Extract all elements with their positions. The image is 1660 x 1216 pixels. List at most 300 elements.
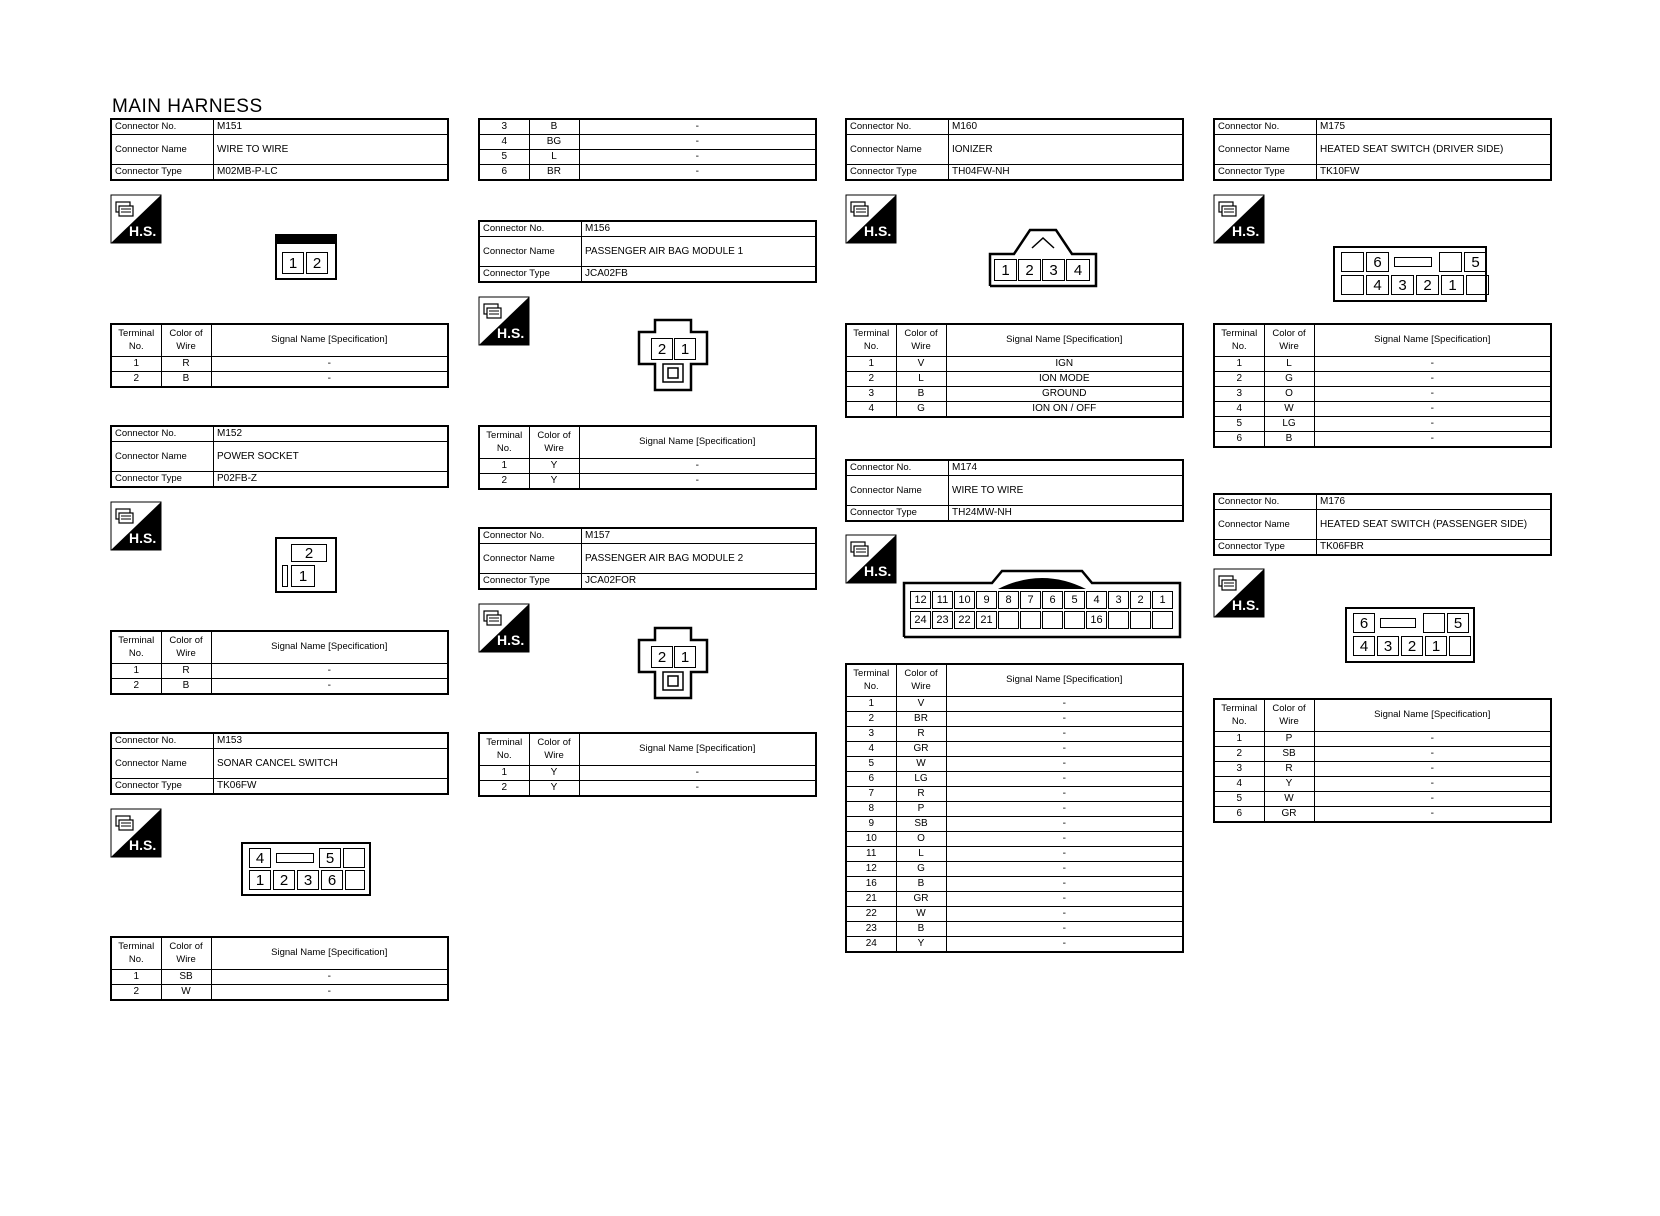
wire-color: Y [529,459,579,474]
signal-name: ION MODE [946,372,1183,387]
terminal-no: 1 [846,357,896,372]
hs-icon [845,534,897,584]
table-row [1214,807,1551,823]
pin-3: 3 [1042,259,1065,281]
connector-type-value: JCA02FOR [582,574,817,590]
hs-icon [110,808,162,858]
connector-name-value: PASSENGER AIR BAG MODULE 1 [582,237,817,267]
connector-info-table [478,527,817,590]
signal-name: - [1314,777,1551,792]
pin-1: 1 [994,259,1017,281]
connector-no-label: Connector No. [846,460,949,476]
connector-face-m152 [275,537,337,593]
wire-color: B [896,922,946,937]
terminal-table [478,732,817,797]
signal-name: GROUND [946,387,1183,402]
table-row [111,985,448,1001]
signal-name: - [579,781,816,797]
connector-type-label: Connector Type [846,165,949,181]
signal-name: - [1314,432,1551,448]
terminal-no: 4 [1214,777,1264,792]
terminal-no: 1 [111,970,161,985]
hs-icon [110,194,162,244]
terminal-no: 7 [846,787,896,802]
table-row [479,781,816,797]
wire-color: SB [896,817,946,832]
pin-2: 2 [1130,591,1151,609]
connector-no-value: M153 [214,733,449,749]
terminal-table [110,323,449,388]
hs-icon [478,296,530,346]
terminal-no: 4 [846,402,896,418]
pin-10: 10 [954,591,975,609]
signal-name: - [211,985,448,1001]
connector-type-value: TK10FW [1317,165,1552,181]
wire-color-header: Color of Wire [529,426,579,459]
terminal-table [845,323,1184,418]
table-row [1214,357,1551,372]
terminal-no: 6 [846,772,896,787]
connector-type-label: Connector Type [111,472,214,488]
connector-block-m176 [1213,493,1552,556]
connector-type-label: Connector Type [1214,540,1317,556]
terminal-no-header: Terminal No. [111,324,161,357]
pin-4: 4 [1086,591,1107,609]
connector-shell [637,318,709,392]
table-row [1214,792,1551,807]
connector-name-label: Connector Name [846,476,949,506]
table-row [1214,432,1551,448]
terminal-no: 5 [1214,417,1264,432]
table-row [846,742,1183,757]
table-row [479,165,816,181]
connector-block-m151 [110,118,449,181]
signal-name: - [1314,417,1551,432]
wire-color: W [1264,792,1314,807]
terminal-no: 16 [846,877,896,892]
connector-type-label: Connector Type [846,506,949,522]
signal-name: - [1314,762,1551,777]
signal-name: - [579,150,816,165]
signal-name: - [1314,372,1551,387]
wire-color: B [896,877,946,892]
wire-color: V [896,697,946,712]
pin-blank [1020,611,1041,629]
table-row [846,892,1183,907]
terminal-no: 24 [846,937,896,953]
wire-color: P [896,802,946,817]
table-row [1214,417,1551,432]
pin-8: 8 [998,591,1019,609]
connector-type-value: TH04FW-NH [949,165,1184,181]
connector-no-value: M156 [582,221,817,237]
signal-name: - [1314,792,1551,807]
pin-3: 3 [297,870,319,890]
pin-4: 4 [249,848,271,868]
terminal-no: 4 [1214,402,1264,417]
wire-color: B [161,372,211,388]
pin-12: 12 [910,591,931,609]
hs-icon [1213,194,1265,244]
connector-no-value: M157 [582,528,817,544]
terminal-no: 12 [846,862,896,877]
hs-icon [845,194,897,244]
wire-color: GR [896,892,946,907]
pin-1: 1 [1441,275,1464,295]
signal-name: - [946,697,1183,712]
table-row [846,357,1183,372]
terminal-no: 5 [479,150,529,165]
table-row [111,970,448,985]
terminal-no: 1 [111,664,161,679]
pin-blank [1042,611,1063,629]
pin-1: 1 [1425,636,1447,656]
connector-type-label: Connector Type [1214,165,1317,181]
hs-label: H.S. [129,223,157,239]
pin-5: 5 [1064,591,1085,609]
signal-name: - [579,766,816,781]
table-row [479,766,816,781]
pin-2: 2 [651,646,673,668]
terminal-table-m151 [110,323,449,388]
connector-no-value: M160 [949,119,1184,135]
terminal-no: 10 [846,832,896,847]
connector-no-value: M175 [1317,119,1552,135]
pin-blank [1064,611,1085,629]
pin-2: 2 [273,870,295,890]
terminal-no: 3 [1214,762,1264,777]
table-row [846,387,1183,402]
pin-3: 3 [1377,636,1399,656]
terminal-table-m152 [110,630,449,695]
signal-name: - [211,970,448,985]
table-row [479,119,816,135]
table-row [846,922,1183,937]
table-row [846,402,1183,418]
pin-1: 1 [1152,591,1173,609]
connector-name-value: IONIZER [949,135,1184,165]
connector-type-label: Connector Type [111,779,214,795]
terminal-no: 2 [111,985,161,1001]
connector-type-label: Connector Type [111,165,214,181]
signal-name: - [946,832,1183,847]
table-row [1214,732,1551,747]
wire-color: W [1264,402,1314,417]
terminal-no: 23 [846,922,896,937]
terminal-no-header: Terminal No. [846,324,896,357]
terminal-table [478,425,817,490]
signal-name: - [946,727,1183,742]
page-title: MAIN HARNESS [112,96,263,117]
signal-name: - [946,772,1183,787]
connector-name-label: Connector Name [111,749,214,779]
hs-label: H.S. [497,325,525,341]
pin-2: 2 [1018,259,1041,281]
connector-no-label: Connector No. [111,119,214,135]
pin-1: 1 [674,646,696,668]
terminal-table-m175 [1213,323,1552,448]
pin-9: 9 [976,591,997,609]
signal-name: - [946,802,1183,817]
signal-name-header: Signal Name [Specification] [579,426,816,459]
connector-name-label: Connector Name [1214,135,1317,165]
connector-no-label: Connector No. [479,528,582,544]
terminal-no: 6 [1214,807,1264,823]
pin-11: 11 [932,591,953,609]
wire-color-header: Color of Wire [161,631,211,664]
wire-color: O [1264,387,1314,402]
signal-name: IGN [946,357,1183,372]
terminal-no: 2 [846,372,896,387]
pin-blank [1341,275,1364,295]
terminal-no: 3 [479,119,529,135]
terminal-no: 3 [846,387,896,402]
signal-name: - [1314,747,1551,762]
pin-23: 23 [932,611,953,629]
signal-name: - [946,712,1183,727]
table-row [846,937,1183,953]
wire-color: R [161,357,211,372]
signal-name: - [579,459,816,474]
terminal-table-m160 [845,323,1184,418]
signal-name: - [946,787,1183,802]
signal-name: - [1314,807,1551,823]
connector-block-m174 [845,459,1184,522]
wire-color: L [1264,357,1314,372]
pin-blank [1130,611,1151,629]
signal-name-header: Signal Name [Specification] [1314,324,1551,357]
connector-block-m153 [110,732,449,795]
terminal-no: 2 [1214,372,1264,387]
connector-face-m176 [1345,607,1475,663]
terminal-no: 9 [846,817,896,832]
connector-no-value: M174 [949,460,1184,476]
hs-label: H.S. [1232,223,1260,239]
signal-name: - [946,922,1183,937]
table-row [479,459,816,474]
pin-blank [998,611,1019,629]
pin-1: 1 [282,252,304,274]
wire-color: R [161,664,211,679]
wire-color: SB [161,970,211,985]
connector-no-value: M176 [1317,494,1552,510]
pin-16: 16 [1086,611,1107,629]
wire-color-header: Color of Wire [161,324,211,357]
connector-no-label: Connector No. [1214,494,1317,510]
terminal-no: 21 [846,892,896,907]
signal-name-header: Signal Name [Specification] [946,324,1183,357]
table-row [846,847,1183,862]
table-row [111,372,448,388]
pin-blank [1108,611,1129,629]
terminal-no: 5 [846,757,896,772]
hs-icon [1213,568,1265,618]
terminal-no-header: Terminal No. [479,733,529,766]
wire-color: Y [529,766,579,781]
table-row [846,372,1183,387]
signal-name: - [946,757,1183,772]
signal-name: - [946,817,1183,832]
pin-6: 6 [1042,591,1063,609]
signal-name-header: Signal Name [Specification] [211,324,448,357]
pin-3: 3 [1391,275,1414,295]
wire-color: LG [1264,417,1314,432]
hs-icon [110,501,162,551]
signal-name: - [211,372,448,388]
terminal-no: 1 [479,459,529,474]
table-row [479,150,816,165]
wire-color: L [529,150,579,165]
connector-type-value: TH24MW-NH [949,506,1184,522]
terminal-no: 3 [1214,387,1264,402]
connector-no-label: Connector No. [479,221,582,237]
pin-blank [1439,252,1462,272]
terminal-no: 4 [479,135,529,150]
wire-color: BG [529,135,579,150]
pin-2: 2 [291,544,327,562]
terminal-table [1213,323,1552,448]
pin-6: 6 [1353,613,1375,633]
table-row [846,817,1183,832]
connector-type-value: M02MB-P-LC [214,165,449,181]
terminal-no: 4 [846,742,896,757]
table-row [111,664,448,679]
connector-no-label: Connector No. [846,119,949,135]
hs-label: H.S. [129,530,157,546]
pin-4: 4 [1353,636,1375,656]
connector-name-value: POWER SOCKET [214,442,449,472]
terminal-table [110,936,449,1001]
table-row [846,712,1183,727]
table-row [846,907,1183,922]
pin-blank [1449,636,1471,656]
connector-block-m152 [110,425,449,488]
terminal-table [478,118,817,181]
signal-name: - [946,937,1183,953]
wire-color: W [896,757,946,772]
terminal-no-header: Terminal No. [1214,324,1264,357]
signal-name-header: Signal Name [Specification] [579,733,816,766]
signal-name: - [1314,732,1551,747]
terminal-no: 2 [1214,747,1264,762]
terminal-no: 1 [846,697,896,712]
signal-name: - [211,679,448,695]
connector-info-table [478,220,817,283]
hs-label: H.S. [497,632,525,648]
terminal-table-m156 [478,425,817,490]
connector-type-value: JCA02FB [582,267,817,283]
connector-info-table [1213,118,1552,181]
table-row [846,802,1183,817]
terminal-table-m174 [845,663,1184,953]
hs-label: H.S. [864,563,892,579]
connector-name-value: PASSENGER AIR BAG MODULE 2 [582,544,817,574]
signal-name: - [211,664,448,679]
connector-info-table [845,118,1184,181]
signal-name-header: Signal Name [Specification] [211,631,448,664]
pin-2: 2 [651,338,673,360]
wire-color: Y [896,937,946,953]
signal-name: - [946,847,1183,862]
wire-color: O [896,832,946,847]
connector-info-table [845,459,1184,522]
pin-5: 5 [319,848,341,868]
wire-color: P [1264,732,1314,747]
signal-name-header: Signal Name [Specification] [211,937,448,970]
terminal-no: 1 [1214,357,1264,372]
terminal-no: 6 [479,165,529,181]
table-row [479,135,816,150]
wire-color: LG [896,772,946,787]
signal-name: - [211,357,448,372]
terminal-no-header: Terminal No. [479,426,529,459]
connector-info-table [110,732,449,795]
connector-name-label: Connector Name [111,442,214,472]
connector-type-value: P02FB-Z [214,472,449,488]
terminal-no: 2 [111,679,161,695]
connector-shell [637,626,709,700]
pin-5: 5 [1464,252,1487,272]
terminal-no: 2 [479,781,529,797]
terminal-no: 2 [111,372,161,388]
connector-name-label: Connector Name [1214,510,1317,540]
terminal-no: 6 [1214,432,1264,448]
connector-type-value: TK06FW [214,779,449,795]
connector-block-m156 [478,220,817,283]
connector-name-label: Connector Name [846,135,949,165]
signal-name: - [579,165,816,181]
connector-info-table [1213,493,1552,556]
terminal-no-header: Terminal No. [111,937,161,970]
table-row [846,697,1183,712]
pin-21: 21 [976,611,997,629]
table-row [1214,387,1551,402]
connector-no-label: Connector No. [111,426,214,442]
wire-color-header: Color of Wire [896,324,946,357]
terminal-no: 3 [846,727,896,742]
connector-name-value: SONAR CANCEL SWITCH [214,749,449,779]
pin-blank [1466,275,1489,295]
wire-color: V [896,357,946,372]
wire-color: B [161,679,211,695]
hs-label: H.S. [129,837,157,853]
pin-1: 1 [674,338,696,360]
wire-color-header: Color of Wire [1264,699,1314,732]
pin-4: 4 [1366,275,1389,295]
connector-name-label: Connector Name [111,135,214,165]
connector-name-label: Connector Name [479,237,582,267]
terminal-no: 1 [111,357,161,372]
pin-7: 7 [1020,591,1041,609]
terminal-no: 1 [1214,732,1264,747]
wire-color-header: Color of Wire [1264,324,1314,357]
terminal-no: 11 [846,847,896,862]
wire-color: B [529,119,579,135]
connector-no-value: M152 [214,426,449,442]
connector-face-m151 [275,234,337,280]
pin-blank [345,870,365,890]
hs-icon [478,603,530,653]
terminal-table-m176 [1213,698,1552,823]
signal-name: - [946,877,1183,892]
pin-2: 2 [1416,275,1439,295]
table-row [846,727,1183,742]
hs-label: H.S. [1232,597,1260,613]
pin-4: 4 [1066,259,1090,281]
wire-color: W [161,985,211,1001]
wire-color: G [896,402,946,418]
table-row [846,772,1183,787]
